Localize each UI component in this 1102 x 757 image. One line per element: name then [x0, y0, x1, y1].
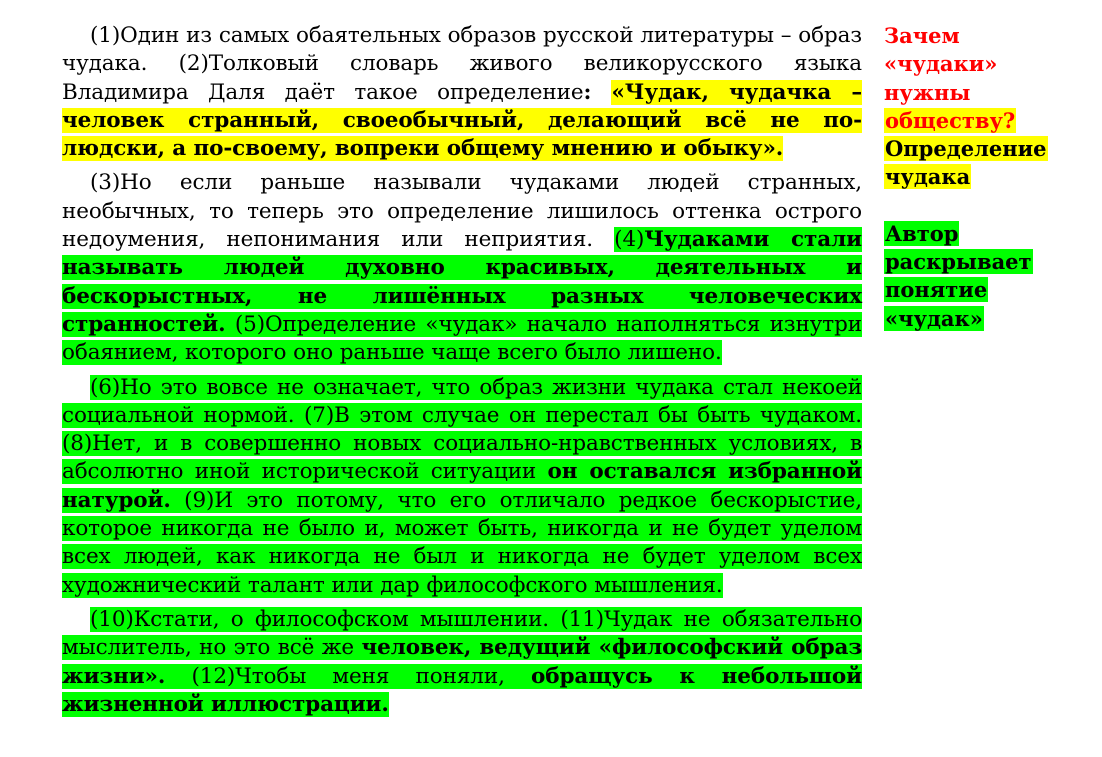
- paragraph-1: [62, 22, 862, 163]
- sentence-10-11: (10)Кстати, о философском мышлении. (11)Чудак не обязательно мыслитель, но это всё же: [62, 606, 862, 661]
- sentence-12: (12)Чтобы меня поняли,: [165, 663, 532, 689]
- note-word-2: раскрывает: [885, 249, 1032, 275]
- paragraph-2: [62, 169, 862, 367]
- notes-spacer: [884, 192, 1084, 220]
- sentence-4-highlight: Чудаками стали называть людей духовно красивых, деятельных и бескорыстных, не лишённых разных человеческих странностей.: [62, 227, 862, 337]
- margin-notes: [884, 22, 1084, 333]
- sentence-8-highlight: он оставался избранной натурой.: [62, 459, 862, 513]
- paragraph-3: [62, 374, 862, 600]
- question-line-4: [884, 107, 1084, 135]
- sentence-6-8: (6)Но это вовсе не означает, что образ жизни чудака стал некоей социальной нормой. (7)В этом случае он перестал бы быть чудаком. (8)Нет, и в совершенно новых социально-нравственных условиях, в абсолютно иной исторической ситуации: [62, 374, 862, 485]
- note-line-2: [884, 248, 1084, 276]
- sentence-11-highlight: человек, ведущий «философский образ жизни».: [62, 635, 862, 689]
- topic-line-1: [884, 135, 1084, 163]
- question-word-highlight: обществу?: [885, 107, 1016, 133]
- topic-line-2: [884, 163, 1084, 191]
- sentence-3: (3)Но если раньше называли чудаками людей странных, необычных, то теперь это определение лишилось оттенка острого недоумения, непонимания или неприятия.: [62, 170, 862, 253]
- dal-definition-quote: «Чудак, чудачка – человек странный, своеобычный, делающий всё не по-людски, а по-своему, вопреки общему мнению и обыку».: [62, 79, 862, 162]
- sentence-9: (9)И это потому, что его отличало редкое бескорыстие, которое никогда не было и, может быть, никогда и не будет уделом всех людей, как никогда не был и никогда не будет уделом всех художнический талант или дар философского мышления.: [62, 487, 862, 598]
- question-line-2: «чудаки»: [884, 51, 998, 77]
- colon: :: [583, 79, 612, 105]
- paragraph-4: [62, 606, 862, 719]
- sentence-12-highlight: обращусь к небольшой жизненной иллюстрации.: [62, 663, 863, 717]
- essay-text: [62, 22, 862, 725]
- note-line-4: [884, 305, 1084, 333]
- question-line-1: Зачем: [884, 23, 960, 48]
- sentence-5: (5)Определение «чудак» начало наполняться изнутри обаянием, которого оно раньше чаще всего было лишено.: [62, 311, 862, 366]
- note-word-3: понятие: [885, 277, 988, 303]
- sentence-4-number: (4): [614, 227, 645, 253]
- question-line-3: нужны: [884, 79, 971, 105]
- note-word-1: Автор: [885, 220, 959, 246]
- note-line-1: [884, 220, 1084, 248]
- topic-word-1: Определение: [885, 136, 1047, 162]
- note-word-4: «чудак»: [885, 305, 983, 331]
- sentence-1-2: (1)Один из самых обаятельных образов русской литературы – образ чудака. (2)Толковый словарь живого великорусского языка Владимира Даля даёт такое определение: [62, 23, 862, 105]
- topic-word-2: чудака: [885, 164, 971, 190]
- note-line-3: [884, 276, 1084, 304]
